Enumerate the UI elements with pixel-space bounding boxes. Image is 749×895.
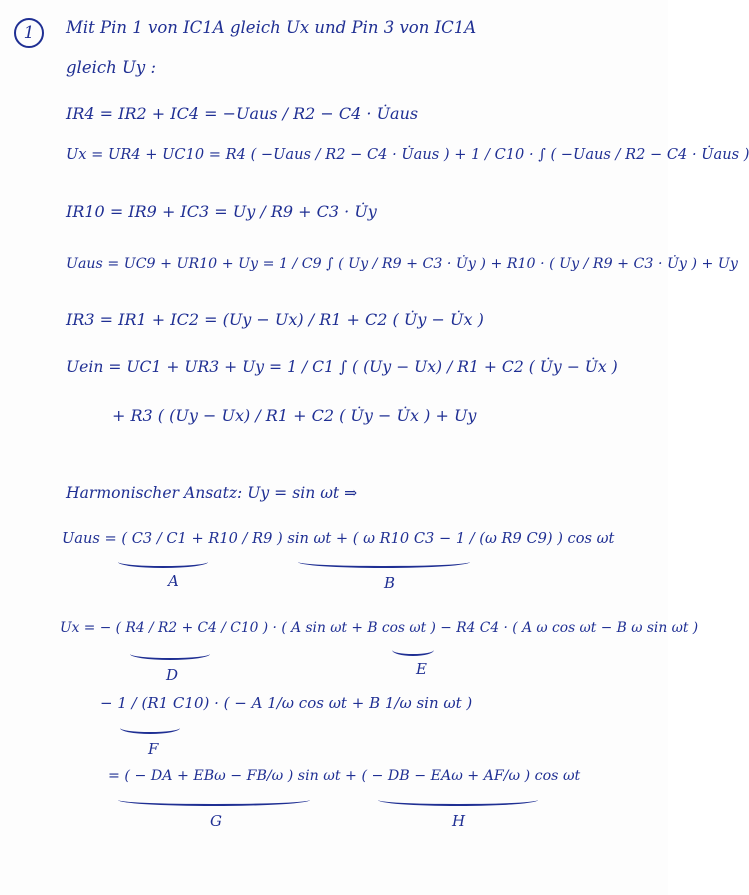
- label-d: D: [166, 666, 179, 684]
- label-b: B: [384, 574, 396, 592]
- label-a: A: [168, 572, 179, 590]
- equation-ux-harmonic: Ux = − ( R4 / R2 + C4 / C10 ) · ( A sin ωt + B cos ωt ) − R4 C4 · ( A ω cos ωt − B ω sin ωt ): [60, 620, 699, 636]
- brace-a: [118, 556, 208, 568]
- brace-b: [298, 556, 470, 568]
- equation-uein: Uein = UC1 + UR3 + Uy = 1 / C1 ∫ ( (Uy − Ux) / R1 + C2 ( U̇y − U̇x ): [66, 358, 618, 376]
- intro-line-2: gleich Uy :: [66, 58, 157, 77]
- label-e: E: [416, 660, 427, 678]
- brace-f: [120, 722, 180, 734]
- intro-line-1: Mit Pin 1 von IC1A gleich Ux und Pin 3 von IC1A: [66, 18, 477, 37]
- equation-ir10: IR10 = IR9 + IC3 = Uy / R9 + C3 · U̇y: [66, 202, 377, 221]
- label-h: H: [452, 812, 466, 830]
- equation-ir4: IR4 = IR2 + IC4 = −Uaus / R2 − C4 · U̇aus: [66, 104, 419, 123]
- equation-ux-result: = ( − DA + EBω − FB/ω ) sin ωt + ( − DB − EAω + AF/ω ) cos ωt: [108, 768, 581, 784]
- brace-e: [392, 644, 434, 656]
- equation-uaus-harmonic: Uaus = ( C3 / C1 + R10 / R9 ) sin ωt + ( ω R10 C3 − 1 / (ω R9 C9) ) cos ωt: [62, 530, 615, 547]
- label-f: F: [148, 740, 159, 758]
- brace-h: [378, 794, 538, 806]
- harmonic-ansatz: Harmonischer Ansatz: Uy = sin ωt ⇒: [66, 484, 358, 502]
- brace-g: [118, 794, 310, 806]
- label-g: G: [210, 812, 222, 830]
- item-number: 1: [14, 18, 44, 48]
- equation-uein-continued: + R3 ( (Uy − Ux) / R1 + C2 ( U̇y − U̇x ) + Uy: [112, 406, 477, 425]
- brace-d: [130, 648, 210, 660]
- equation-uaus: Uaus = UC9 + UR10 + Uy = 1 / C9 ∫ ( Uy / R9 + C3 · U̇y ) + R10 · ( Uy / R9 + C3 · U̇y ) + Uy: [66, 256, 738, 272]
- equation-ir3: IR3 = IR1 + IC2 = (Uy − Ux) / R1 + C2 ( U̇y − U̇x ): [66, 310, 484, 329]
- equation-ux: Ux = UR4 + UC10 = R4 ( −Uaus / R2 − C4 · U̇aus ) + 1 / C10 · ∫ ( −Uaus / R2 − C4 · U̇aus ): [66, 146, 749, 163]
- equation-ux-continued: − 1 / (R1 C10) · ( − A 1/ω cos ωt + B 1/ω sin ωt ): [100, 694, 473, 712]
